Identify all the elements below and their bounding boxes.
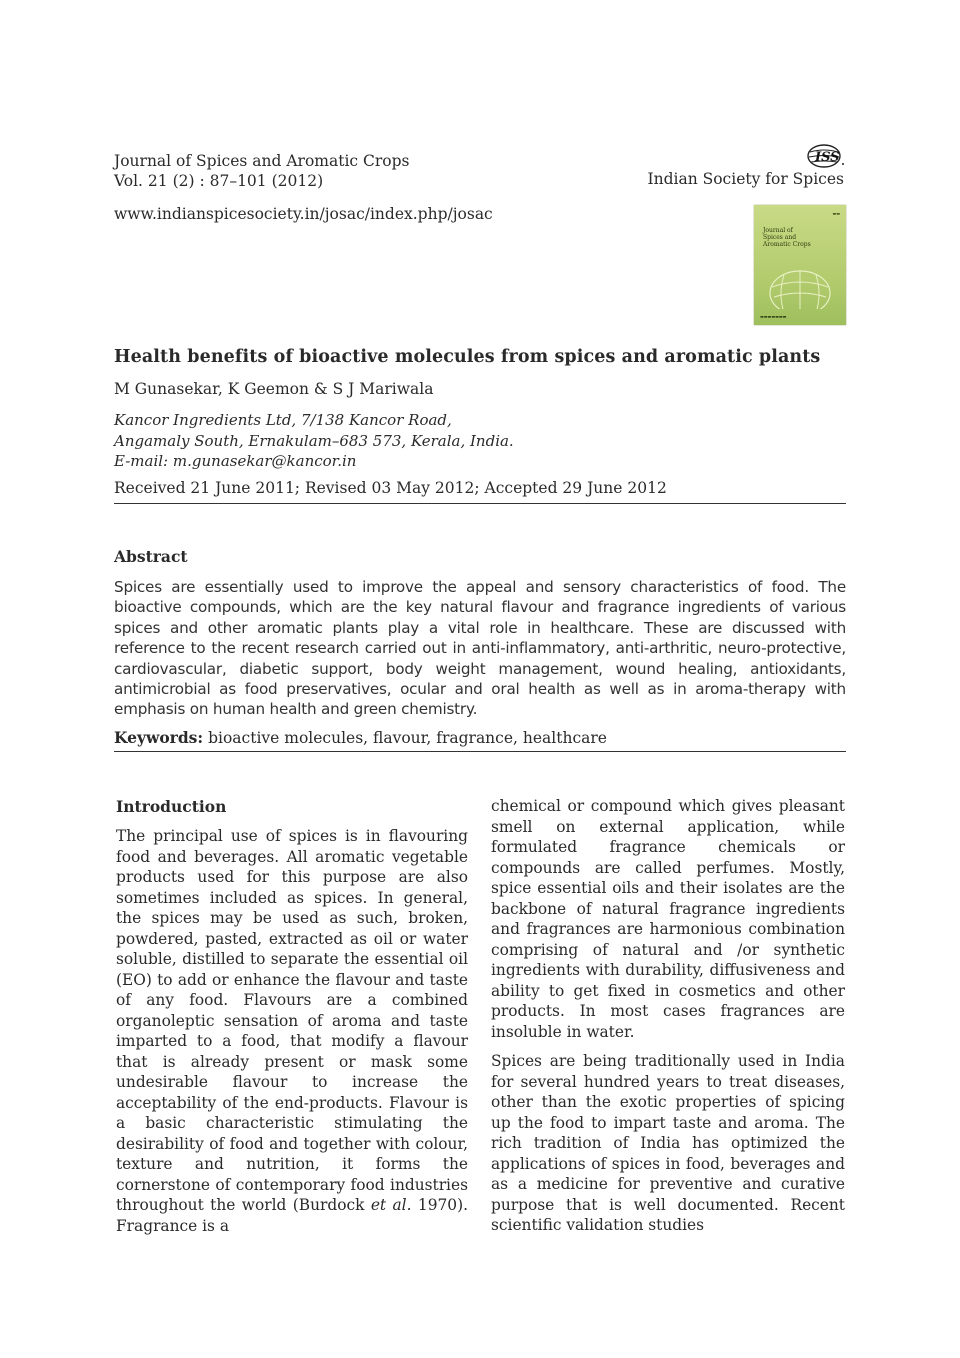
article-affiliation bbox=[114, 410, 514, 472]
cover-issn-mark: ▬▬ bbox=[832, 211, 840, 216]
body-column-left bbox=[116, 826, 468, 1236]
journal-name: Journal of Spices and Aromatic Crops bbox=[114, 152, 410, 170]
body-paragraph: The principal use of spices is in flavouring food and beverages. All aromatic vegetable products used for this purpose are also sometimes included as spices. In general, the spices may be used as such, broken, powdered, pasted, extracted as oil or water soluble, distilled to separate the essential oil (EO) to add or enhance the flavour and taste of any food. Flavours are a combined organoleptic sensation of aroma and taste imparted to a food, that modify a flavour that is already present or mask some undesirable flavour to increase the acceptability of the end-products. Flavour is a basic characteristic stimulating the desirability of food and together with colour, texture and nutrition, it forms the cornerstone of contemporary food industries throughout the world (Burdock et al. 1970). Fragrance is a bbox=[116, 827, 468, 1235]
affiliation-line-1: Kancor Ingredients Ltd, 7/138 Kancor Road, bbox=[114, 411, 452, 429]
divider bbox=[114, 751, 846, 752]
divider bbox=[114, 503, 846, 504]
cover-title: Journal of Spices and Aromatic Crops bbox=[763, 227, 811, 248]
affiliation-email: E-mail: m.gunasekar@kancor.in bbox=[114, 452, 357, 470]
introduction-heading: Introduction bbox=[116, 797, 227, 816]
society-logo-icon bbox=[806, 143, 846, 169]
society-name: Indian Society for Spices bbox=[647, 170, 844, 188]
article-dates: Received 21 June 2011; Revised 03 May 2012; Accepted 29 June 2012 bbox=[114, 479, 667, 497]
keywords bbox=[114, 728, 607, 747]
cover-footer-mark: ▬▬▬▬▬▬▬ bbox=[760, 314, 787, 319]
abstract-heading: Abstract bbox=[114, 547, 188, 566]
article-title: Health benefits of bioactive molecules from spices and aromatic plants bbox=[114, 347, 821, 367]
body-paragraph: Spices are being traditionally used in India for several hundred years to treat diseases, other than the exotic properties of spicing up the food to impart taste and aroma. The rich tradition of India has optimized the applications of spices in food, beverages and as a medicine for preventive and curative purpose that is well documented. Recent scientific validation studies bbox=[491, 1052, 845, 1234]
keywords-label: Keywords: bbox=[114, 728, 204, 747]
article-authors: M Gunasekar, K Geemon & S J Mariwala bbox=[114, 380, 434, 398]
cover-globe-icon bbox=[768, 263, 832, 309]
body-column-right bbox=[491, 796, 845, 1236]
society-logo-text: ISS bbox=[815, 150, 840, 165]
affiliation-line-2: Angamaly South, Ernakulam–683 573, Kerala, India. bbox=[114, 431, 514, 450]
abstract-text: Spices are essentially used to improve the appeal and sensory characteristics of food. The bioactive compounds, which are the key natural flavour and fragrance ingredients of various spices and other aromatic plants play a vital role in healthcare. These are discussed with reference to the recent research carried out in anti-inflammatory, anti-arthritic, neuro-protective, cardiovascular, diabetic support, body weight management, wound healing, antioxidants, antimicrobial as food preservatives, ocular and oral health as well as in aroma-therapy with emphasis on human health and green chemistry. bbox=[114, 578, 846, 719]
email-link[interactable]: m.gunasekar@kancor.in bbox=[172, 452, 357, 470]
journal-volume: Vol. 21 (2) : 87–101 (2012) bbox=[114, 172, 324, 190]
keywords-text: bioactive molecules, flavour, fragrance, healthcare bbox=[208, 729, 607, 747]
journal-url[interactable]: www.indianspicesociety.in/josac/index.php/josac bbox=[114, 205, 493, 223]
journal-cover-image bbox=[754, 205, 846, 325]
body-paragraph: chemical or compound which gives pleasant smell on external application, while formulated fragrance chemicals or compounds are called perfumes. Mostly, spice essential oils and their isolates are the backbone of natural fragrance ingredients and fragrances are harmonious combination comprising of natural and /or synthetic ingredients with durability, diffusiveness and ability to get fixed in cosmetics and other products. In most cases fragrances are insoluble in water. bbox=[491, 797, 845, 1041]
